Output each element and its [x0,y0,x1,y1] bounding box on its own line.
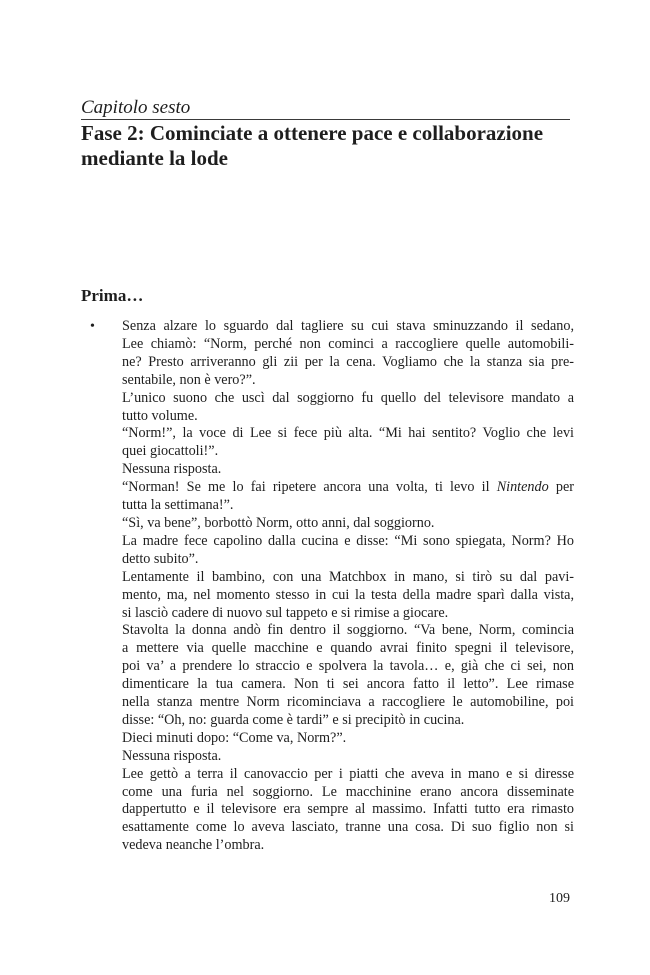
body-line: a mettere via quelle macchine e quando avrai finito spegni il televisore, [122,640,574,657]
body-line: quei giocattoli!”. [122,443,219,460]
body-line: nella stanza mentre Norm ricominciava a raccogliere le automobiline, poi [122,694,574,711]
body-line: Lee gettò a terra il canovaccio per i piatti che aveva in mano e si diresse [122,765,574,782]
page-number: 109 [549,891,570,906]
body-line: tutta la settimana!”. [122,497,234,514]
body-line: si lasciò cadere di nuovo sul tappeto e si rimise a giocare. [122,604,449,621]
chapter-label: Capitolo sesto [81,97,191,118]
body-line: dimenticare la tua camera. Non ti sei ancora fatto il letto”. Lee rimase [122,676,574,693]
body-line: dappertutto e il televisore era sempre al massimo. Infatti tutto era rimasto [122,801,574,818]
body-line: come una furia nel soggiorno. Le macchinine erano ancora disseminate [122,783,574,800]
body-line: sentabile, non è vero?”. [122,371,256,388]
body-line: Lee chiamò: “Norm, perché non cominci a raccogliere quelle automobili- [122,335,574,352]
bullet-marker: • [90,319,95,334]
body-line: tutto volume. [122,407,198,424]
chapter-title [81,121,576,171]
chapter-title-line: mediante la lode [81,146,228,170]
body-line: ne? Presto arriveranno gli zii per la cena. Vogliamo che la stanza sia pre- [122,353,574,370]
body-paragraph [122,318,574,855]
body-line: vedeva neanche l’ombra. [122,837,265,854]
body-line: “Sì, va bene”, borbottò Norm, otto anni, dal soggiorno. [122,514,435,531]
body-line: Dieci minuti dopo: “Come va, Norm?”. [122,729,347,746]
body-line: poi va’ a prendere lo straccio e spolvera la tavola… e, già che ci sei, non [122,658,574,675]
chapter-rule [81,119,570,120]
chapter-title-line: Fase 2: Cominciate a ottenere pace e collaborazione [81,121,544,145]
body-line: “Norm!”, la voce di Lee si fece più alta. “Mi hai sentito? Voglio che levi [122,425,574,442]
body-line: Nessuna risposta. [122,747,222,764]
body-line: Nessuna risposta. [122,461,222,478]
body-line: detto subito”. [122,550,199,567]
body-line-segment: “Norman! Se me lo fai ripetere ancora una volta, ti levo il [122,479,497,496]
body-line: L’unico suono che uscì dal soggiorno fu quello del televisore mandato a [122,389,574,406]
body-line: Stavolta la donna andò fin dentro il soggiorno. “Va bene, Norm, comincia [122,622,574,639]
body-line: mento, ma, nel momento stesso in cui la testa della madre sparì dalla vista, [122,586,574,603]
body-line: disse: “Oh, no: guarda come è tardi” e si precipitò in cucina. [122,711,465,728]
body-line: esattamente come lo aveva lasciato, tranne una cosa. Di suo figlio non si [122,819,574,836]
body-line: La madre fece capolino dalla cucina e disse: “Mi sono spiegata, Norm? Ho [122,532,574,549]
body-line: Lentamente il bambino, con una Matchbox in mano, si tirò su dal pavi- [122,568,574,585]
section-heading: Prima… [81,286,144,305]
body-line-segment: per [548,479,574,496]
body-line [122,479,574,497]
body-line-italic: Nintendo [496,479,549,496]
body-line: Senza alzare lo sguardo dal tagliere su cui stava sminuzzando il sedano, [122,318,574,334]
